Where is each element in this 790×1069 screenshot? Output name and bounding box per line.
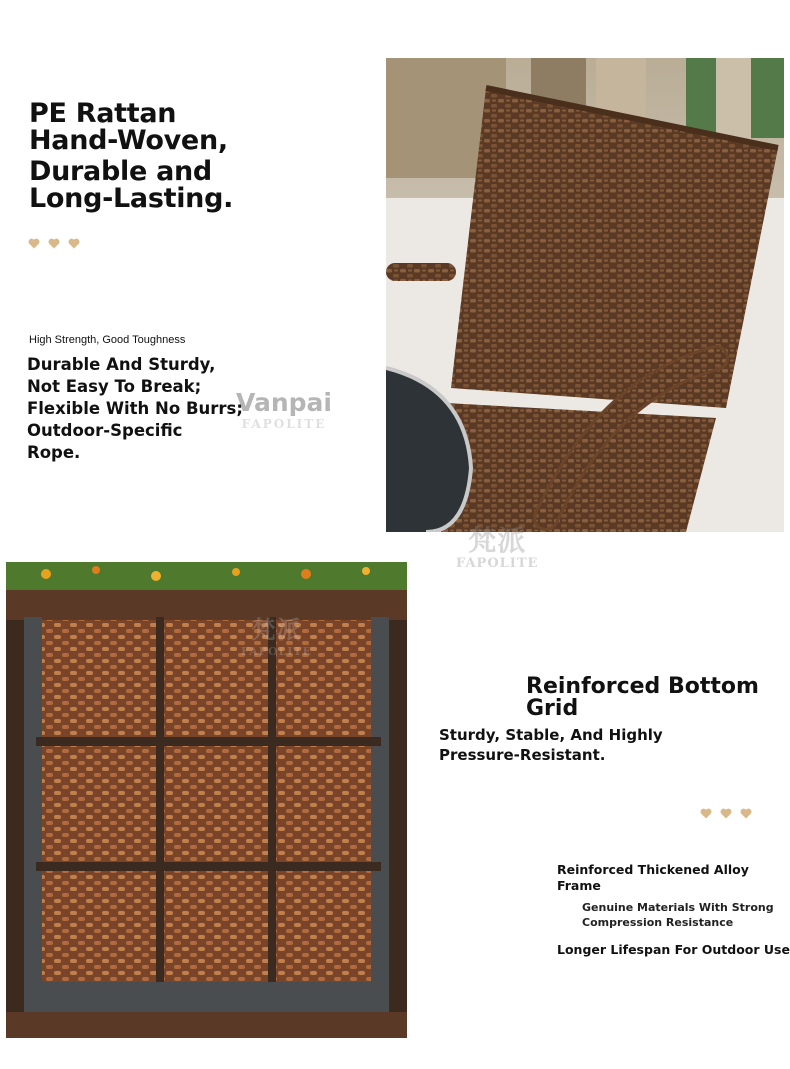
body-line: Outdoor-Specific: [27, 421, 183, 440]
watermark-sub: FAPOLITE: [241, 417, 327, 431]
subtitle: High Strength, Good Toughness: [29, 334, 186, 346]
photo-watermark-cn: 梵派: [251, 615, 302, 644]
feature-materials: [582, 900, 774, 930]
hearts-decoration-top: [28, 238, 80, 249]
feature-lifespan: Longer Lifespan For Outdoor Use: [557, 942, 790, 957]
bottom-grid-photo: [6, 562, 407, 1038]
body-line: Not Easy To Break;: [27, 377, 202, 396]
chair-illustration: [386, 58, 784, 532]
photo-watermark: [241, 610, 312, 658]
section-body-line: Sturdy, Stable, And Highly: [439, 726, 663, 744]
feature-frame-line: Frame: [557, 878, 601, 893]
watermark-brand: Vanpai: [236, 388, 332, 417]
heart-icon: [68, 238, 80, 249]
feature-materials-line: Genuine Materials With Strong: [582, 901, 774, 914]
section-title: [526, 676, 759, 720]
heart-icon: [700, 808, 712, 819]
feature-materials-line: Compression Resistance: [582, 916, 734, 929]
headline-line: PE Rattan: [29, 98, 177, 129]
photo-watermark-en: FAPOLITE: [241, 645, 313, 658]
watermark-cn: 梵派: [468, 524, 527, 557]
section-title-line: Reinforced Bottom: [526, 674, 759, 699]
feature-frame-line: Reinforced Thickened Alloy: [557, 862, 749, 877]
body-text: [27, 354, 243, 464]
heart-icon: [48, 238, 60, 249]
hearts-decoration-bottom: [700, 808, 752, 819]
feature-frame: [557, 862, 749, 894]
headline: [29, 100, 233, 212]
heart-icon: [28, 238, 40, 249]
center-watermark: [456, 526, 538, 571]
brand-watermark: [236, 388, 332, 431]
section-title-line: Grid: [526, 696, 579, 721]
body-line: Rope.: [27, 443, 81, 462]
heart-icon: [740, 808, 752, 819]
grid-illustration: [6, 562, 407, 1038]
headline-line: Long-Lasting.: [29, 183, 234, 214]
chair-photo: [386, 58, 784, 532]
headline-line: Durable and: [29, 156, 212, 187]
heart-icon: [720, 808, 732, 819]
headline-line: Hand-Woven,: [29, 125, 228, 156]
body-line: Flexible With No Burrs;: [27, 399, 243, 418]
section-body-line: Pressure-Resistant.: [439, 746, 606, 764]
section-body: [439, 725, 663, 765]
body-line: Durable And Sturdy,: [27, 355, 216, 374]
watermark-en: FAPOLITE: [456, 556, 539, 571]
